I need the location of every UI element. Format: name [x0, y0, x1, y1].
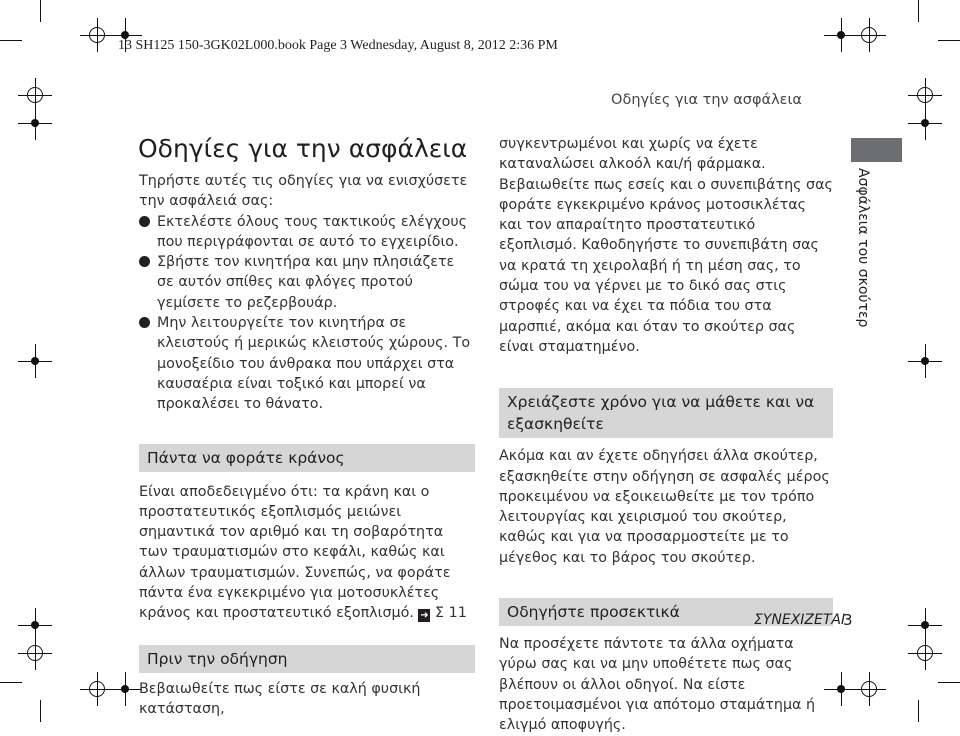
crop-mark [40, 700, 41, 722]
section-tab-marker [851, 138, 902, 162]
registration-mark-icon [908, 106, 942, 140]
section-heading-before-riding: Πριν την οδήγηση [139, 645, 475, 673]
continued-text: συγκεντρωμένοι και χωρίς να έχετε καταναλώσει αλκοόλ και/ή φάρμακα. Βεβαιωθείτε πως εσείς και ο συνεπιβάτης σας φοράτε εγκεκριμένο κράνος μοτοσικλέτας και τον απαραίτητο προστατευτικό εξοπλισμό. Καθοδηγήστε το συνεπιβάτη σας να κρατά τη χειρολαβή ή τη μέση σας, το σώμα του να γέρνει με το δικό σας στις στροφές και να έχει τα πόδια του στα μαρσπιέ, ακόμα και όταν το σκούτερ σας είναι σταματημένο. [499, 136, 833, 355]
crop-mark [0, 40, 22, 41]
defensive-body: Να προσέχετε πάντοτε τα άλλα οχήματα γύρω σας και να μην υποθέτετε πως σας βλέπουν οι άλλοι οδηγοί. Να είστε προετοιμασμένοι για απότομο σταμάτημα ή ελιγμό αποφυγής. [499, 636, 816, 734]
left-column [139, 171, 475, 719]
registration-mark-icon [18, 106, 52, 140]
registration-mark-icon [18, 344, 52, 378]
list-item-text: Σβήστε τον κινητήρα και μην πλησιάζετε σε αυτόν σπίθες και φλόγες προτού γεμίσετε το ρεζερβουάρ. [157, 254, 455, 311]
section-heading-helmet: Πάντα να φοράτε κράνος [139, 444, 475, 472]
list-item-text: Μην λειτουργείτε τον κινητήρα σε κλειστούς ή μερικώς κλειστούς χώρους. Το μονοξείδιο του άνθρακα που υπάρχει στα καυσαέρια είναι τοξικό και μπορεί να προκαλέσει το θάνατο. [157, 315, 471, 413]
registration-mark-icon [908, 636, 942, 670]
bullet-icon [139, 216, 150, 227]
file-header: 13 SH125 150-3GK02L000.book Page 3 Wednesday, August 8, 2012 2:36 PM [118, 38, 558, 53]
list-item [139, 212, 475, 253]
list-item [139, 252, 475, 313]
before-riding-body: Βεβαιωθείτε πως είστε σε καλή φυσική κατάσταση, [139, 680, 421, 717]
page-ref-arrow-icon: ➜ [420, 610, 429, 622]
bullet-icon [139, 317, 150, 328]
page-number: 3 [843, 611, 853, 629]
crop-mark [938, 682, 960, 683]
section-heading-practice: Χρειάζεστε χρόνο για να μάθετε και να εξασκηθείτε [499, 388, 833, 438]
section-tab-label-text: Ασφάλεια του σκούτερ [855, 168, 871, 328]
registration-mark-icon [852, 672, 886, 706]
registration-mark-icon [852, 18, 886, 52]
section-heading-defensive: Οδηγήστε προσεκτικά [499, 598, 833, 626]
registration-mark-icon [108, 672, 142, 706]
list-item-text: Εκτελέστε όλους τους τακτικούς ελέγχους που περιγράφονται σε αυτό το εγχειρίδιο. [157, 213, 467, 250]
helmet-body [139, 482, 475, 624]
registration-mark-icon [18, 636, 52, 670]
crop-mark [0, 682, 22, 683]
intro-text: Τηρήστε αυτές τις οδηγίες για να ενισχύσετε την ασφάλειά σας: [139, 173, 468, 210]
helmet-body-text: Είναι αποδεδειγμένο ότι: τα κράνη και ο προστατευτικός εξοπλισμός μειώνει σημαντικά τον αριθμό και τη σοβαρότητα των τραυματισμών στο κεφάλι, καθώς και άλλων τραυματισμών. Συνεπώς, να φοράτε πάντα ένα εγκεκριμένο για μοτοσυκλέτες κράνος και προστατευτικό εξοπλισμό. [139, 483, 451, 622]
crop-mark [918, 0, 919, 22]
page-title: Οδηγίες για την ασφάλεια [138, 134, 468, 163]
registration-mark-icon [908, 344, 942, 378]
crop-mark [40, 0, 41, 22]
helmet-page-ref[interactable]: Σ 11 [435, 605, 467, 622]
crop-mark [918, 700, 919, 722]
running-head: Οδηγίες για την ασφάλεια [611, 92, 802, 108]
crop-mark [938, 40, 960, 41]
continued-label: ΣΥΝΕΧΙΖΕΤΑΙ [754, 612, 846, 628]
list-item [139, 313, 475, 414]
bullet-icon [139, 256, 150, 267]
practice-body: Ακόμα και αν έχετε οδηγήσει άλλα σκούτερ, εξασκηθείτε στην οδήγηση σε ασφαλές μέρος προκειμένου να εξοικειωθείτε με τον τρόπο λειτουργίας και χειρισμού του σκούτερ, καθώς και για να προσαρμοστείτε με το μέγεθος και το βάρος του σκούτερ. [499, 448, 830, 566]
right-column [499, 134, 833, 736]
section-tab-label [851, 168, 875, 368]
